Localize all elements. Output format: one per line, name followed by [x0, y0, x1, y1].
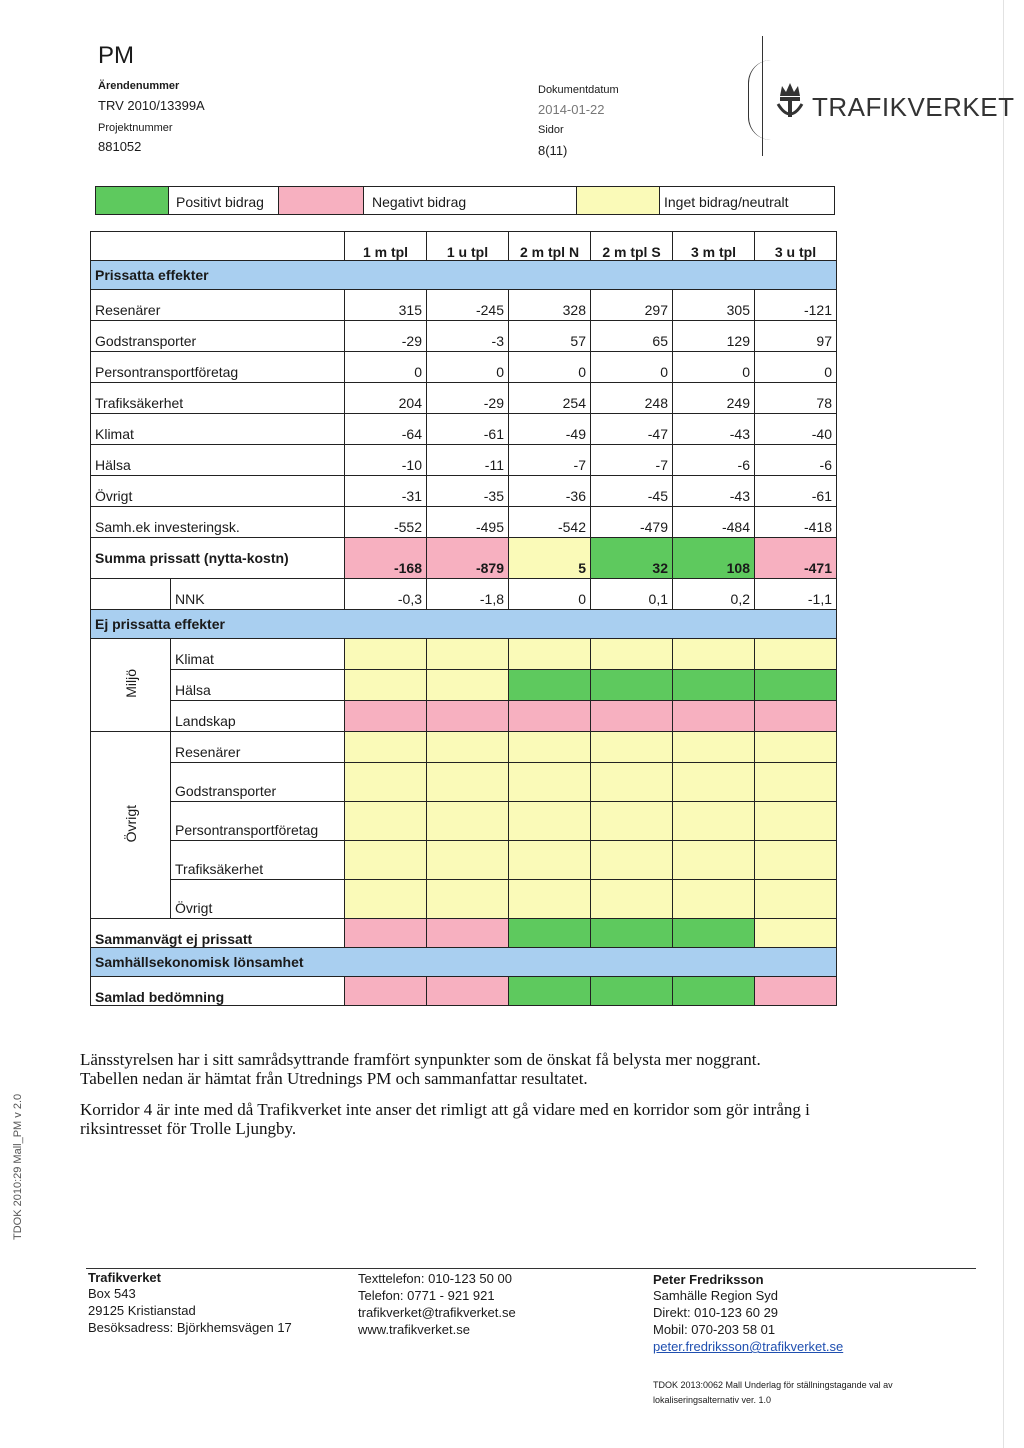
rating-cell	[755, 732, 837, 763]
rating-cell	[673, 880, 755, 919]
rating-cell	[345, 880, 427, 919]
row-label: Resenärer	[91, 290, 345, 321]
row-value: 0	[755, 352, 837, 383]
paragraph-1	[80, 1050, 761, 1088]
arende-value: TRV 2010/13399A	[98, 98, 205, 113]
sum-value: -879	[427, 538, 509, 579]
rating-cell	[427, 977, 509, 1006]
rating-cell	[755, 802, 837, 841]
samlad-label: Samlad bedömning	[91, 977, 345, 1006]
sammanvagt-label: Sammanvägt ej prissatt	[91, 919, 345, 948]
paragraph-1-line-1: Länsstyrelsen har i sitt samrådsyttrande framfört synpunkter som de önskat få belysta mer noggrant.	[80, 1050, 761, 1069]
tdok-line-1: TDOK 2013:0062 Mall Underlag för ställningstagande val av	[653, 1380, 893, 1390]
nnk-value: 0	[509, 579, 591, 610]
template-id: TDOK 2010:29 Mall_PM v 2.0	[12, 1093, 24, 1240]
row-value: 328	[509, 290, 591, 321]
rating-cell	[345, 977, 427, 1006]
nnk-value: -1,1	[755, 579, 837, 610]
unpriced-row	[91, 880, 837, 919]
row-value: 129	[673, 321, 755, 352]
column-header: 2 m tpl N	[509, 232, 591, 261]
row-value: -495	[427, 507, 509, 538]
row-value: -64	[345, 414, 427, 445]
logo-bracket	[748, 60, 771, 140]
datum-value: 2014-01-22	[538, 102, 605, 117]
contact-direct: Direkt: 010-123 60 29	[653, 1305, 779, 1320]
row-value: 297	[591, 290, 673, 321]
rating-cell	[755, 880, 837, 919]
rating-cell	[427, 639, 509, 670]
footer-tdok	[653, 1378, 893, 1408]
row-value: 97	[755, 321, 837, 352]
rating-cell	[427, 802, 509, 841]
rating-cell	[345, 732, 427, 763]
row-label: Persontransportföretag	[91, 352, 345, 383]
row-value: -7	[591, 445, 673, 476]
row-value: -47	[591, 414, 673, 445]
footer-city: 29125 Kristianstad	[88, 1303, 196, 1318]
sum-value: 108	[673, 538, 755, 579]
footer-tel: Telefon: 0771 - 921 921	[358, 1288, 495, 1303]
rating-cell	[673, 802, 755, 841]
rating-cell	[509, 919, 591, 948]
row-value: -245	[427, 290, 509, 321]
row-value: 65	[591, 321, 673, 352]
rating-cell	[591, 639, 673, 670]
rating-cell	[427, 701, 509, 732]
footer-contact-person	[653, 1272, 843, 1356]
row-value: -479	[591, 507, 673, 538]
row-value: -6	[755, 445, 837, 476]
unpriced-row	[91, 732, 837, 763]
row-value: -43	[673, 476, 755, 507]
legend-swatch-negative	[278, 187, 364, 214]
rating-cell	[673, 732, 755, 763]
row-value: -552	[345, 507, 427, 538]
rating-cell	[673, 841, 755, 880]
logo-text: TRAFIKVERKET	[812, 92, 1015, 122]
rating-cell	[591, 977, 673, 1006]
row-value: -45	[591, 476, 673, 507]
rating-cell	[591, 732, 673, 763]
row-label: Godstransporter	[91, 321, 345, 352]
rating-cell	[673, 639, 755, 670]
unpriced-label: Landskap	[171, 701, 345, 732]
projekt-label: Projektnummer	[98, 122, 173, 134]
row-label: Trafiksäkerhet	[91, 383, 345, 414]
footer-divider	[86, 1268, 976, 1269]
column-header: 1 u tpl	[427, 232, 509, 261]
table-row	[91, 383, 837, 414]
column-header: 3 u tpl	[755, 232, 837, 261]
paragraph-2	[80, 1100, 810, 1138]
table-row	[91, 290, 837, 321]
rating-cell	[673, 701, 755, 732]
paragraph-1-line-2: Tabellen nedan är hämtat från Utrednings PM och sammanfattar resultatet.	[80, 1069, 588, 1088]
row-value: -6	[673, 445, 755, 476]
row-value: 0	[673, 352, 755, 383]
group-miljo	[91, 639, 171, 732]
column-header: 1 m tpl	[345, 232, 427, 261]
row-label: Hälsa	[91, 445, 345, 476]
column-header: 2 m tpl S	[591, 232, 673, 261]
legend-negative: Negativt bidrag	[372, 194, 467, 210]
crown-logo-icon	[772, 78, 808, 128]
row-value: -121	[755, 290, 837, 321]
contact-email-link[interactable]: peter.fredriksson@trafikverket.se	[653, 1339, 844, 1354]
legend-swatch-positive	[96, 187, 169, 214]
unpriced-row	[91, 701, 837, 732]
unpriced-label: Persontransportföretag	[171, 802, 345, 841]
footer-visit: Besöksadress: Björkhemsvägen 17	[88, 1320, 292, 1335]
row-label: Övrigt	[91, 476, 345, 507]
unpriced-row	[91, 639, 837, 670]
column-header-row	[91, 232, 837, 261]
row-value: 204	[345, 383, 427, 414]
row-value: -40	[755, 414, 837, 445]
rating-cell	[509, 639, 591, 670]
rating-cell	[591, 670, 673, 701]
rating-cell	[427, 880, 509, 919]
row-value: -31	[345, 476, 427, 507]
rating-cell	[591, 880, 673, 919]
row-value: -49	[509, 414, 591, 445]
lonsamhet-label: Samhällsekonomisk lönsamhet	[91, 948, 837, 977]
sammanvagt-row	[91, 919, 837, 948]
row-value: -484	[673, 507, 755, 538]
rating-cell	[591, 701, 673, 732]
rating-cell	[345, 919, 427, 948]
legend-swatch-neutral	[576, 187, 660, 214]
row-value: 0	[427, 352, 509, 383]
unpriced-label: Klimat	[171, 639, 345, 670]
rating-cell	[345, 802, 427, 841]
section-unpriced-row	[91, 610, 837, 639]
row-value: 57	[509, 321, 591, 352]
sidor-value: 8(11)	[538, 143, 568, 158]
nnk-label: NNK	[171, 579, 345, 610]
rating-cell	[755, 639, 837, 670]
unpriced-label: Trafiksäkerhet	[171, 841, 345, 880]
table-row	[91, 507, 837, 538]
footer-address	[88, 1270, 292, 1336]
sum-value: 5	[509, 538, 591, 579]
row-value: -418	[755, 507, 837, 538]
row-value: -7	[509, 445, 591, 476]
footer-box: Box 543	[88, 1286, 136, 1301]
nnk-value: 0,2	[673, 579, 755, 610]
unpriced-row	[91, 763, 837, 802]
section-priced-row	[91, 261, 837, 290]
rating-cell	[591, 919, 673, 948]
table-row	[91, 445, 837, 476]
row-value: 305	[673, 290, 755, 321]
row-value: -61	[755, 476, 837, 507]
rating-cell	[673, 977, 755, 1006]
row-value: 315	[345, 290, 427, 321]
sidor-label: Sidor	[538, 124, 564, 136]
rating-cell	[673, 919, 755, 948]
unpriced-label: Godstransporter	[171, 763, 345, 802]
rating-cell	[755, 841, 837, 880]
rating-cell	[509, 763, 591, 802]
doc-type: PM	[98, 42, 134, 69]
column-header: 3 m tpl	[673, 232, 755, 261]
rating-cell	[591, 802, 673, 841]
rating-cell	[427, 732, 509, 763]
legend-positive: Positivt bidrag	[176, 194, 264, 210]
arende-label: Ärendenummer	[98, 80, 180, 92]
contact-unit: Samhälle Region Syd	[653, 1288, 779, 1303]
rating-cell	[591, 841, 673, 880]
nnk-row	[91, 579, 837, 610]
nnk-value: -1,8	[427, 579, 509, 610]
rating-cell	[345, 841, 427, 880]
row-value: -36	[509, 476, 591, 507]
row-value: 78	[755, 383, 837, 414]
rating-cell	[509, 732, 591, 763]
sum-row	[91, 538, 837, 579]
contact-mobile: Mobil: 070-203 58 01	[653, 1322, 776, 1337]
row-value: 0	[509, 352, 591, 383]
section-priced: Prissatta effekter	[91, 261, 837, 290]
row-value: 0	[591, 352, 673, 383]
nnk-value: -0,3	[345, 579, 427, 610]
rating-cell	[755, 977, 837, 1006]
row-value: -61	[427, 414, 509, 445]
rating-cell	[509, 670, 591, 701]
row-label: Samh.ek investeringsk.	[91, 507, 345, 538]
row-label: Klimat	[91, 414, 345, 445]
unpriced-label: Resenärer	[171, 732, 345, 763]
footer-email[interactable]: trafikverket@trafikverket.se	[358, 1305, 516, 1320]
section-unpriced: Ej prissatta effekter	[91, 610, 837, 639]
rating-cell	[755, 763, 837, 802]
unpriced-row	[91, 670, 837, 701]
projekt-value: 881052	[98, 139, 142, 154]
rating-cell	[427, 919, 509, 948]
page-edge	[1003, 0, 1004, 1448]
table-row	[91, 352, 837, 383]
legend	[95, 186, 835, 215]
paragraph-2-line-2: riksintresset för Trolle Ljungby.	[80, 1119, 297, 1138]
table-row	[91, 321, 837, 352]
table-row	[91, 476, 837, 507]
contact-name: Peter Fredriksson	[653, 1272, 764, 1287]
row-value: -3	[427, 321, 509, 352]
rating-cell	[509, 977, 591, 1006]
rating-cell	[345, 701, 427, 732]
row-value: 0	[345, 352, 427, 383]
samlad-row	[91, 977, 837, 1006]
row-value: -29	[427, 383, 509, 414]
unpriced-row	[91, 841, 837, 880]
rating-cell	[755, 670, 837, 701]
rating-cell	[345, 670, 427, 701]
table-row	[91, 414, 837, 445]
results-table	[90, 231, 837, 1006]
footer-web[interactable]: www.trafikverket.se	[358, 1322, 470, 1337]
nnk-value: 0,1	[591, 579, 673, 610]
row-value: 248	[591, 383, 673, 414]
rating-cell	[427, 841, 509, 880]
rating-cell	[427, 763, 509, 802]
tdok-line-2: lokaliseringsalternativ ver. 1.0	[653, 1395, 772, 1405]
rating-cell	[345, 763, 427, 802]
nnk-spacer	[91, 579, 171, 610]
lonsamhet-row	[91, 948, 837, 977]
footer-contact-general	[358, 1270, 516, 1338]
sum-value: 32	[591, 538, 673, 579]
sum-label: Summa prissatt (nytta-kostn)	[91, 538, 345, 579]
rating-cell	[591, 763, 673, 802]
rating-cell	[509, 841, 591, 880]
sum-value: -168	[345, 538, 427, 579]
row-value: 254	[509, 383, 591, 414]
group-ovrigt	[91, 732, 171, 919]
rating-cell	[345, 639, 427, 670]
rating-cell	[755, 701, 837, 732]
footer-texttel: Texttelefon: 010-123 50 00	[358, 1271, 512, 1286]
row-value: 249	[673, 383, 755, 414]
rating-cell	[509, 802, 591, 841]
paragraph-2-line-1: Korridor 4 är inte med då Trafikverket inte anser det rimligt att gå vidare med en korridor som gör intrång i	[80, 1100, 810, 1119]
sum-value: -471	[755, 538, 837, 579]
group-label: Övrigt	[122, 804, 139, 843]
row-value: -11	[427, 445, 509, 476]
row-value: -35	[427, 476, 509, 507]
rating-cell	[427, 670, 509, 701]
rating-cell	[673, 763, 755, 802]
unpriced-row	[91, 802, 837, 841]
group-label: Miljö	[122, 669, 139, 698]
unpriced-label: Hälsa	[171, 670, 345, 701]
unpriced-label: Övrigt	[171, 880, 345, 919]
datum-label: Dokumentdatum	[538, 84, 619, 96]
footer-org: Trafikverket	[88, 1270, 161, 1285]
row-value: -43	[673, 414, 755, 445]
header-blank	[91, 232, 345, 261]
rating-cell	[673, 670, 755, 701]
row-value: -542	[509, 507, 591, 538]
rating-cell	[509, 880, 591, 919]
rating-cell	[755, 919, 837, 948]
legend-neutral: Inget bidrag/neutralt	[664, 194, 789, 210]
rating-cell	[509, 701, 591, 732]
row-value: -10	[345, 445, 427, 476]
row-value: -29	[345, 321, 427, 352]
